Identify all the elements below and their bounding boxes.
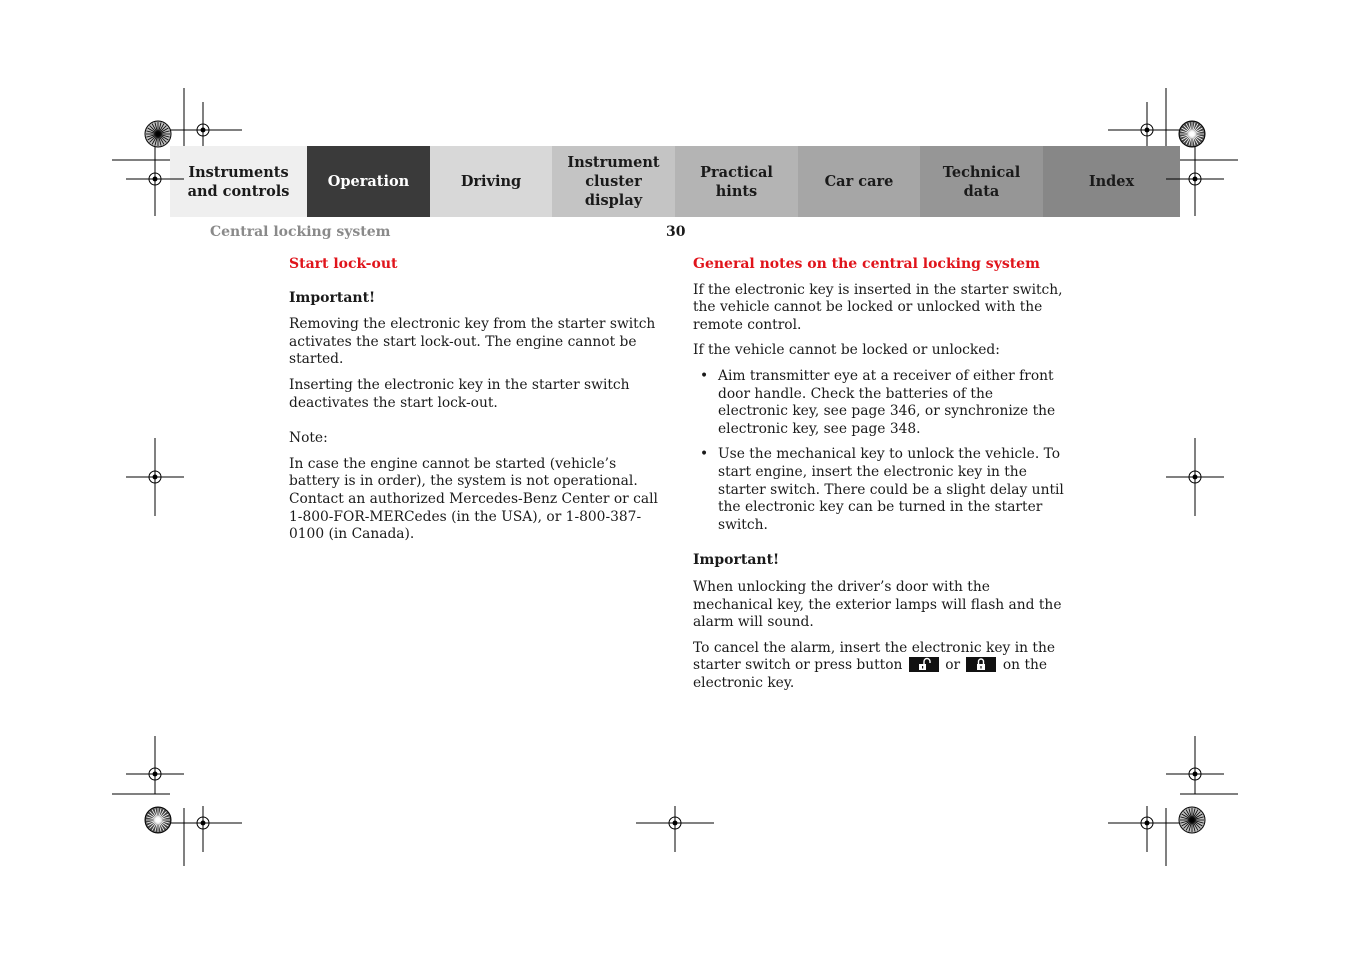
starburst-ray: [1189, 820, 1192, 832]
tab-label: [943, 163, 1021, 201]
starburst-ray: [158, 820, 164, 830]
starburst-ray: [1182, 128, 1192, 134]
general-notes-heading: General notes on the central locking system: [693, 256, 1040, 272]
starburst-ray: [152, 124, 158, 134]
starburst-ray: [1192, 134, 1202, 140]
bullet-icon: •: [700, 446, 709, 463]
or-text: or: [945, 657, 961, 674]
starburst-ray: [155, 820, 158, 832]
starburst-ray: [158, 820, 170, 823]
paragraph-text: To cancel the alarm, insert the electronic key in the starter switch or press button: [693, 639, 1056, 674]
alarm-cancel-paragraph: [693, 640, 1065, 693]
bullet-list: [693, 368, 1065, 534]
starburst-ray: [1182, 134, 1192, 140]
starburst-ray: [158, 131, 170, 134]
tab-practical-hints[interactable]: [675, 146, 798, 217]
starburst-ray: [1184, 126, 1192, 134]
starburst-ray: [155, 134, 158, 146]
starburst-ray: [152, 820, 158, 830]
starburst-ray: [1180, 817, 1192, 820]
list-item: [693, 368, 1065, 438]
starburst-ray: [1192, 122, 1195, 134]
paragraph-text: on the electronic key.: [693, 657, 1048, 691]
tab-label-line: Instruments: [188, 163, 289, 181]
lock-icon: [966, 657, 996, 672]
starburst-ray: [1184, 812, 1192, 820]
starburst-ray: [1184, 820, 1192, 828]
starburst-ray: [158, 808, 161, 820]
starburst-ray: [1180, 820, 1192, 823]
starburst-ray: [150, 134, 158, 142]
starburst-ray: [1192, 810, 1198, 820]
tab-label-line: cluster display: [584, 173, 643, 209]
starburst-ray: [158, 810, 164, 820]
tab-car-care[interactable]: [798, 146, 920, 217]
starburst-ray: [148, 814, 158, 820]
starburst-ray: [148, 134, 158, 140]
starburst-ray: [146, 820, 158, 823]
starburst-ray: [1192, 131, 1204, 134]
section-tab-bar: [170, 146, 1180, 217]
starburst-ray: [158, 820, 166, 828]
starburst-ray: [1192, 124, 1198, 134]
starburst-ray: [1192, 128, 1202, 134]
tab-label: [825, 172, 894, 191]
starburst-ray: [158, 124, 164, 134]
tab-label-line: Practical hints: [700, 163, 773, 200]
starburst-ray: [1189, 122, 1192, 134]
starburst-ray: [1186, 820, 1192, 830]
starburst-ray: [150, 820, 158, 828]
starburst-ray: [1186, 124, 1192, 134]
starburst-ray: [158, 134, 164, 144]
starburst-ray: [148, 820, 158, 826]
tab-label-line: and controls: [187, 182, 290, 200]
starburst-ray: [1192, 814, 1202, 820]
tab-index[interactable]: [1043, 146, 1180, 217]
starburst-ray: [1189, 134, 1192, 146]
tab-label-line: data: [963, 182, 1000, 200]
starburst-ray: [1192, 817, 1204, 820]
starburst-ray: [1186, 810, 1192, 820]
starburst-ray: [1192, 812, 1200, 820]
tab-label: [556, 153, 671, 210]
tab-operation[interactable]: [307, 146, 430, 217]
tab-label-line: Driving: [460, 173, 522, 190]
tab-label-line: Instrument: [567, 154, 660, 171]
right-column: [693, 256, 1065, 700]
starburst-ray: [150, 812, 158, 820]
starburst-ray: [158, 134, 161, 146]
starburst-ray: [150, 126, 158, 134]
list-item-text: Use the mechanical key to unlock the vehicle. To start engine, insert the electronic key in the starter switch. There could be a slight delay until the electronic key can be turned in the starter switch.: [718, 446, 1064, 533]
starburst-ray: [1192, 820, 1204, 823]
starburst-ray: [155, 122, 158, 134]
starburst-ray: [152, 810, 158, 820]
starburst-ray: [158, 122, 161, 134]
page-number: 30: [666, 224, 686, 240]
starburst-ray: [1192, 126, 1200, 134]
left-column: [289, 256, 659, 552]
starburst-ray: [1189, 808, 1192, 820]
important-label: Important!: [289, 289, 376, 306]
tab-instruments[interactable]: [170, 146, 307, 217]
tab-label: [461, 172, 521, 191]
starburst-ray: [1192, 820, 1195, 832]
starburst-ray: [148, 128, 158, 134]
tab-label-line: Car care: [824, 173, 894, 190]
starburst-ray: [1180, 134, 1192, 137]
tab-driving[interactable]: [430, 146, 552, 217]
starburst-ray: [1182, 814, 1192, 820]
starburst-ray: [1192, 820, 1198, 830]
bullet-icon: •: [700, 367, 709, 384]
unlock-icon: [909, 657, 939, 672]
starburst-ray: [1192, 808, 1195, 820]
starburst-ray: [158, 812, 166, 820]
tab-label-line: Index: [1088, 173, 1135, 190]
section-title: Central locking system: [210, 224, 391, 240]
list-item-text: Aim transmitter eye at a receiver of either front door handle. Check the batteries of the electronic key, see page 346, or synchronize the electronic key, see page 348.: [718, 367, 1056, 437]
starburst-ray: [1182, 820, 1192, 826]
starburst-ray: [155, 808, 158, 820]
starburst-ray: [158, 134, 168, 140]
starburst-ray: [158, 817, 170, 820]
starburst-ray: [158, 134, 170, 137]
starburst-ray: [1192, 134, 1195, 146]
paragraph: If the vehicle cannot be locked or unlocked:: [693, 342, 1000, 359]
starburst-ray: [158, 128, 168, 134]
starburst-ray: [1192, 134, 1204, 137]
starburst-ray: [158, 820, 161, 832]
paragraph: If the electronic key is inserted in the starter switch, the vehicle cannot be locked or unlocked with the remote control.: [693, 281, 1063, 333]
important-label: Important!: [693, 552, 780, 569]
starburst-ray: [1192, 820, 1202, 826]
tab-label: [328, 172, 409, 191]
paragraph: When unlocking the driver’s door with the mechanical key, the exterior lamps will flash and the alarm will sound.: [693, 578, 1062, 631]
starburst-ray: [146, 817, 158, 820]
tab-label: [1089, 172, 1134, 191]
tab-technical[interactable]: [920, 146, 1043, 217]
note-label: Note:: [289, 430, 328, 447]
starburst-ray: [1184, 134, 1192, 142]
paragraph: Removing the electronic key from the starter switch activates the start lock-out. The engine cannot be started.: [289, 316, 656, 368]
starburst-ray: [158, 820, 168, 826]
starburst-ray: [1180, 131, 1192, 134]
tab-label-line: Operation: [327, 173, 410, 190]
starburst-ray: [1186, 134, 1192, 144]
list-item: [693, 446, 1065, 534]
starburst-ray: [158, 814, 168, 820]
starburst-ray: [146, 131, 158, 134]
start-lockout-heading: Start lock-out: [289, 256, 398, 272]
starburst-ray: [158, 134, 166, 142]
paragraph: Inserting the electronic key in the starter switch deactivates the start lock-out.: [289, 376, 630, 411]
starburst-ray: [1192, 820, 1200, 828]
starburst-ray: [152, 134, 158, 144]
starburst-ray: [1192, 134, 1200, 142]
tab-instrument[interactable]: [552, 146, 675, 217]
starburst-ray: [1192, 134, 1198, 144]
tab-label-line: Technical: [942, 163, 1021, 181]
tab-label: [188, 163, 290, 201]
note-text: In case the engine cannot be started (vehicle’s battery is in order), the system is not operational. Contact an authorized Mercedes-Benz Center or call 1-800-FOR-MERCedes (in the USA), or 1-800-387-0100 (in Canada).: [289, 455, 658, 543]
tab-label: [679, 163, 794, 201]
starburst-ray: [146, 134, 158, 137]
starburst-ray: [158, 126, 166, 134]
